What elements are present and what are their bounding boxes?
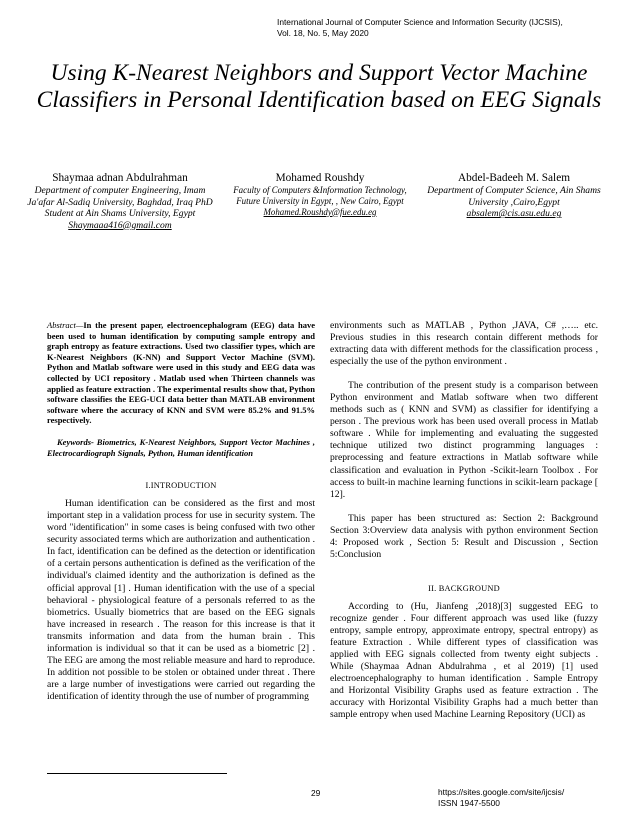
abstract-label: Abstract— [47,320,84,330]
section-heading-introduction: I.INTRODUCTION [145,481,217,491]
paragraph-structure: This paper has been structured as: Section 2: Background Section 3:Overview data analysis with python environment Section 4: Proposed work , Section 5: Result and Discussion , Section 5:Conclusion [330,512,598,560]
footer-issn: ISSN 1947-5500 [438,797,500,808]
author-email-link[interactable]: Shaymaaa416@gmail.com [68,219,172,231]
author-email-link[interactable]: absalem@cis.asu.edu.eg [466,208,562,220]
journal-header [277,17,607,38]
paragraph-right-1: environments such as MATLAB , Python ,JAVA, C# ,….. etc. Previous studies in this research contain different methods for extracting data with different methods for the classification process , especially the use of the python environment . [330,320,598,368]
journal-name: International Journal of Computer Science and Information Security (IJCSIS), [277,17,563,27]
author-affiliation: Department of Computer Science, Ain Shams University ,Cairo,Egypt [427,185,601,208]
footnote-divider [47,773,227,774]
author-email-link[interactable]: Mohamed.Roushdy@fue.edu.eg [263,206,377,217]
abstract-text: In the present paper, electroencephalogram (EEG) data have been used to human identification by computing sample entropy and graph entropy as feature extractions. Used two classifier types, which are K-Nearest Neighbors (K-NN) and Support Vector Machine (SVM). Python and Matlab software were used in this study and EEG data was collected by UCI repository . Matlab used when Thirteen channels was applied as feature extraction . The experimental results show that, Python software classifies the EEG-UCI data better than MATLAB environment software where the accuracy of KNN and SVM were 85.2% and 91.5% respectively. [47,320,315,426]
right-column [330,320,598,721]
author-affiliation: Faculty of Computers &Information Technology, Future University in Egypt, , New Cairo, Egypt [233,185,407,206]
author-block-2 [232,171,408,217]
author-affiliation: Department of computer Engineering, Imam Ja'afar Al-Sadiq University, Baghdad, Iraq PhD Student at Ain Shams University, Egypt [27,185,213,220]
paragraph-background-1: According to (Hu, Jianfeng ,2018)[3] suggested EEG to recognize gender . Four different approach was used like (fuzzy entropy, sample entropy, approximate entropy, spectral entropy) as feature Extraction . While different types of classification was applied with EEG signals collected from twenty eight subjects . While (Shaymaa Adnan Abdulrahma , et al 2019) [1] used electroencephalography to human identification . Sample Entropy and Horizontal Visibility Graphs used as feature extraction . The accuracy with Horizontal Visibility Graphs had a much better than sample entropy when used Machine Learning Repository (UCI) as [330,600,598,721]
author-name: Shaymaa adnan Abdulrahman [52,172,188,184]
footer-info [438,787,564,808]
left-column [47,320,315,703]
author-name: Abdel-Badeeh M. Salem [458,172,570,184]
page-number: 29 [311,788,321,798]
abstract [47,320,315,426]
author-block-1 [22,171,218,231]
author-name: Mohamed Roushdy [275,172,365,184]
paper-title: Using K-Nearest Neighbors and Support Vector Machine Classifiers in Personal Identification based on EEG Signals [36,60,602,113]
section-heading-background: II. BACKGROUND [428,583,500,593]
keywords: Keywords- Biometrics, K-Nearest Neighbors, Support Vector Machines , Electrocardiograph Signals, Python, Human identification [47,436,315,458]
journal-volume: Vol. 18, No. 5, May 2020 [277,27,369,38]
paragraph-intro-1: Human identification can be considered as the first and most important step in a validation process for use in security system. The word "identification" in some cases is being confused with two other security associated terms which are authorization and authentication . In fact, identification can be defined as the detection or identification of a certain persons authentication is defined as the verification of the individual's claimed identity and the authorization is defined as the official approval [1] . Human identification with the use of a special behavioral - physiological feature of a personals referred to as the biometrics. Usually biometrics that are based on the EEG signals have increased in research . The reason for this increase is that it transmits information and data from the human brain . This information is individual so that it can be used as a biometric [2] . The EEG are among the most reliable measure and hard to reproduce. In addition not possible to be stolen or obtained under threat . There are a large number of investigations were carried out regarding the identification of identity through the use of number of programming [47,498,315,702]
author-block-3 [416,171,612,220]
paragraph-contribution: The contribution of the present study is a comparison between Python environment and Matlab software when two different methods such as ( KNN and SVM) as classifier for identifying a person . The previous work has been used overall process in Matlab software . While for implementing and evaluating the suggested technique utilized two distinct programming languages : preprocessing and feature extractions in Matlab software while classification and evaluation in Python -Scikit-learn Toolbox . For access to built-in machine learning functions in scikit-learn package [ 12]. [330,380,598,500]
footer-url-link[interactable]: https://sites.google.com/site/ijcsis/ [438,787,565,797]
